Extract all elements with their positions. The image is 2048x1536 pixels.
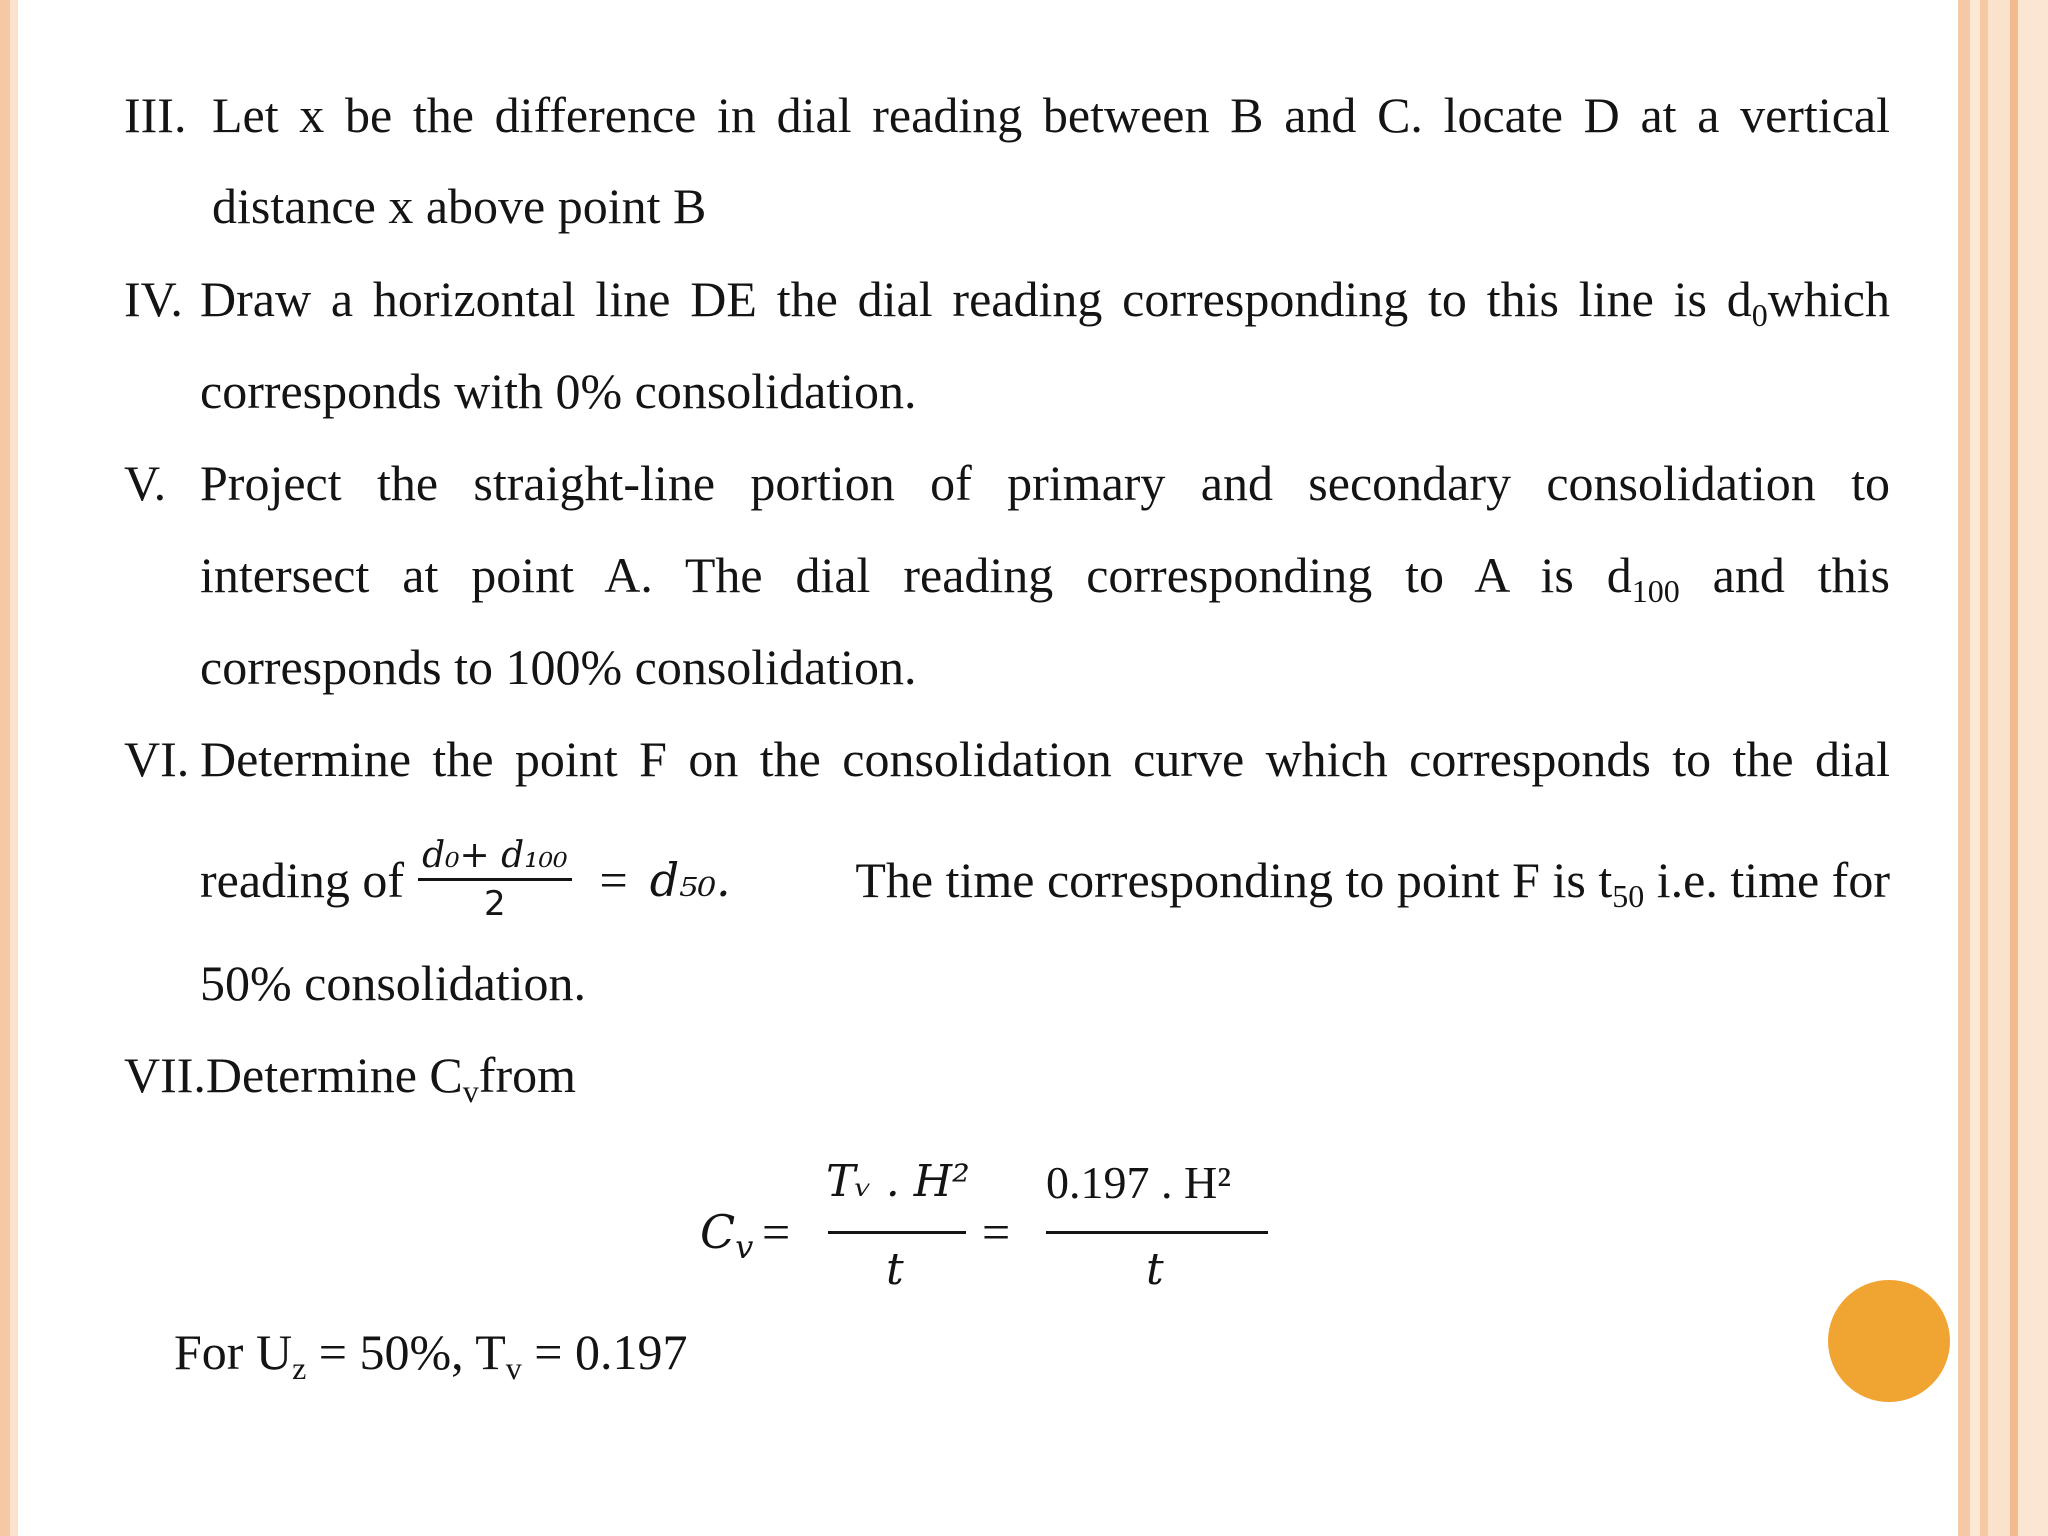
average-fraction: [418, 834, 571, 927]
right-border-stripe: [1970, 0, 1980, 1536]
d0-subscript: 0: [1751, 297, 1768, 333]
fraction-denominator: 2: [483, 883, 506, 924]
step-6-line-1: [124, 729, 1890, 789]
right-border-stripe: [2010, 0, 2018, 1536]
d100-subscript: 100: [1631, 573, 1680, 609]
tv-note: [174, 1322, 688, 1386]
formula-equals-2: =: [982, 1204, 1011, 1260]
step-5-text: Project the straight-line portion of primary and secondary consolidation to: [200, 455, 1890, 511]
step-4-text-end: which: [1767, 271, 1890, 327]
step-5-number: V.: [124, 455, 167, 511]
left-border-stripe: [0, 0, 10, 1536]
time-corresponding-text: The time corresponding to point F is t: [855, 852, 1613, 908]
step-7-number: VII.: [124, 1047, 206, 1103]
left-border-stripe-light: [10, 0, 18, 1536]
step-4-line-2: corresponds with 0% consolidation.: [200, 363, 917, 419]
step-6-time-text: [855, 820, 1890, 940]
step-6-text: Determine the point F on the consolidation curve which corresponds to the dial: [200, 731, 1890, 787]
step-4-text: Draw a horizontal line DE the dial reading corresponding to this line is d: [200, 271, 1752, 327]
step-3-line-1: [124, 85, 1890, 145]
right-border-stripe: [1980, 0, 1988, 1536]
step-7-line: [124, 1045, 576, 1109]
step-7-text-end: from: [478, 1047, 576, 1103]
step-5-text-2-end: and this: [1679, 547, 1890, 603]
formula-bar-2: [1046, 1231, 1268, 1234]
step-6-line-3: 50% consolidation.: [200, 955, 587, 1011]
step-7-text: Determine C: [205, 1047, 463, 1103]
equals-sign: =: [599, 852, 628, 908]
step-3-line-2: distance x above point B: [212, 178, 707, 234]
right-border-stripe: [2018, 0, 2048, 1536]
uz-subscript: z: [292, 1350, 307, 1386]
d50-symbol: d₅₀.: [649, 853, 731, 907]
step-5-text-2: intersect at point A. The dial reading corresponding to A is d: [200, 547, 1632, 603]
t50-subscript: 50: [1612, 878, 1645, 914]
formula-denominator-2: t: [1146, 1244, 1164, 1295]
reading-of-text: reading of: [200, 852, 405, 908]
step-3-number: III.: [124, 87, 187, 143]
percent-tv-text: = 50%, T: [306, 1324, 506, 1380]
for-u-text: For U: [174, 1324, 293, 1380]
cv-subscript: v: [462, 1073, 479, 1109]
time-for-text: i.e. time for: [1644, 852, 1890, 908]
tv-value-text: = 0.197: [521, 1324, 688, 1380]
fraction-numerator: d₀+ d₁₀₀: [422, 834, 568, 876]
cv-lhs-subscript: v: [735, 1228, 754, 1266]
formula-bar-1: [828, 1231, 966, 1234]
step-4-line-1: [124, 269, 1890, 333]
step-6-reading-of: [200, 820, 731, 940]
step-6-number: VI.: [124, 731, 190, 787]
step-5-line-1: [124, 453, 1890, 513]
cv-lhs: [700, 1205, 754, 1266]
step-4-number: IV.: [124, 271, 183, 327]
step-5-line-2: [200, 545, 1890, 609]
formula-numerator-2: 0.197 . H²: [1046, 1157, 1232, 1208]
orange-circle-decoration: [1828, 1280, 1950, 1402]
cv-letter: C: [700, 1205, 736, 1259]
formula-equals-1: =: [762, 1204, 791, 1260]
right-border-stripe: [1958, 0, 1970, 1536]
right-border-stripe: [1988, 0, 2010, 1536]
step-3-text: Let x be the difference in dial reading between B and C. locate D at a vertical: [212, 87, 1890, 143]
step-5-line-3: corresponds to 100% consolidation.: [200, 639, 917, 695]
step-6-line-2: [200, 820, 1890, 940]
formula-denominator-1: t: [886, 1244, 904, 1295]
tv-subscript: v: [505, 1350, 522, 1386]
formula-numerator-1: Tᵥ . H²: [826, 1156, 970, 1207]
